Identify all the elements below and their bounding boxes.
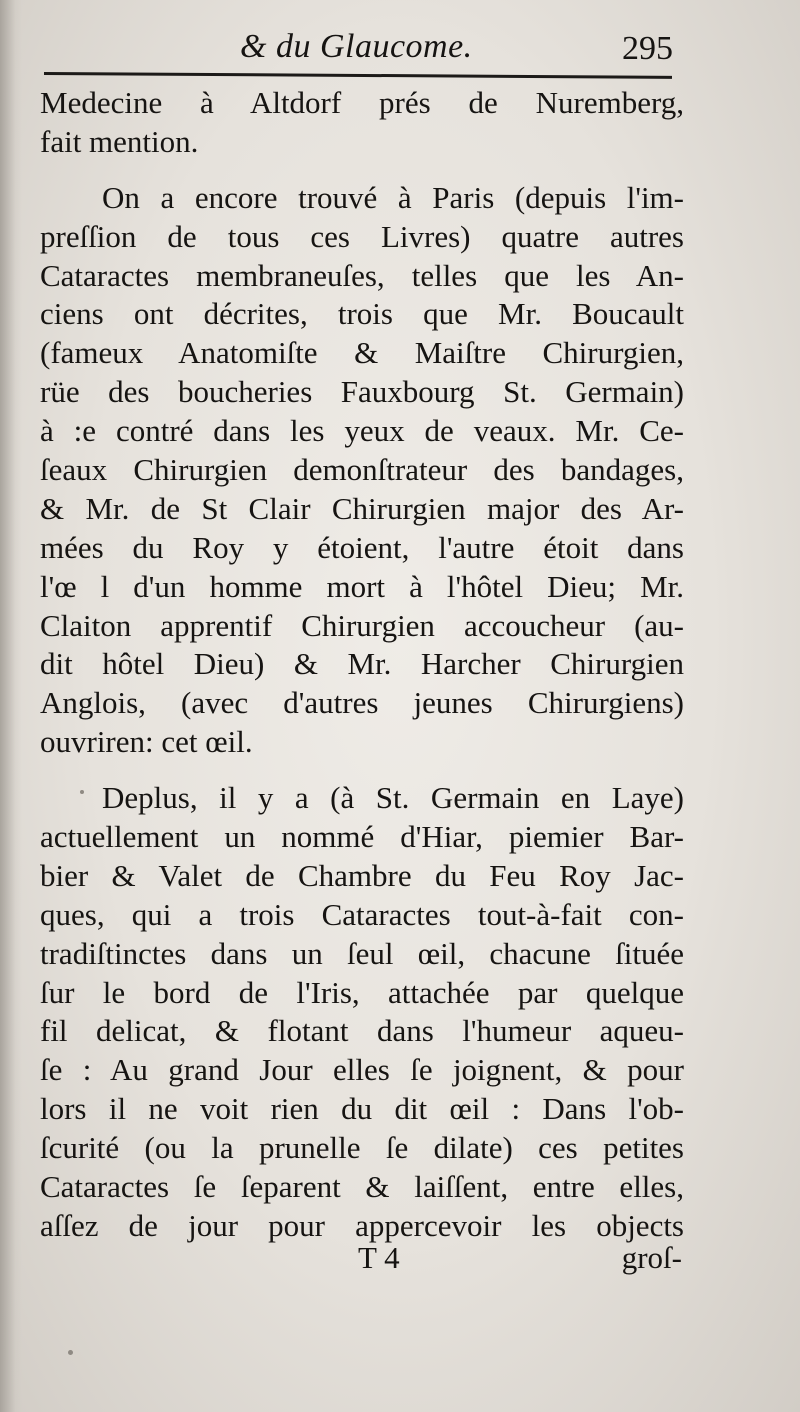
text-line: Cataractes ſe ſeparent & laiſſent, entre elles, <box>40 1169 684 1205</box>
paper-speck <box>68 1350 73 1355</box>
text-line: rüe des boucheries Fauxbourg St. Germain) <box>40 374 684 410</box>
text-line: ouvriren: cet œil. <box>40 724 253 760</box>
paragraph <box>40 779 684 1246</box>
text-line: l'œ l d'un homme mort à l'hôtel Dieu; Mr. <box>40 568 684 604</box>
text-line: ſcurité (ou la prunelle ſe dilate) ces petites <box>40 1130 684 1166</box>
text-line: Deplus, il y a (à St. Germain en Laye) <box>102 780 684 816</box>
page-number: 295 <box>622 30 673 67</box>
text-line: dit hôtel Dieu) & Mr. Harcher Chirurgien <box>40 646 684 682</box>
paragraph-gap <box>40 162 684 179</box>
signature-mark: T 4 <box>358 1240 400 1275</box>
running-title: & du Glaucome. <box>240 28 473 65</box>
catchword: groſ- <box>621 1240 682 1275</box>
text-line: ciens ont décrites, trois que Mr. Boucault <box>40 296 684 332</box>
text-line: Medecine à Altdorf prés de Nuremberg, <box>40 85 684 120</box>
text-line: tradiſtinctes dans un ſeul œil, chacune ſituée <box>40 935 684 971</box>
paragraph-gap <box>40 762 684 779</box>
body-text <box>40 84 684 1246</box>
text-line: & Mr. de St Clair Chirurgien major des Ar- <box>40 490 684 526</box>
catchline <box>40 1240 684 1280</box>
text-line: mées du Roy y étoient, l'autre étoit dans <box>40 529 684 565</box>
text-line: Cataractes membraneuſes, telles que les An- <box>40 257 684 293</box>
text-line: On a encore trouvé à Paris (depuis l'im- <box>102 179 684 215</box>
text-line: aſſez de jour pour appercevoir les objects <box>40 1207 684 1243</box>
text-line: ques, qui a trois Cataractes tout-à-fait con- <box>40 896 684 932</box>
text-line: à :e contré dans les yeux de veaux. Mr. Ce- <box>40 413 684 449</box>
text-line: actuellement un nommé d'Hiar, piemier Bar- <box>40 819 684 855</box>
text-line: bier & Valet de Chambre du Feu Roy Jac- <box>40 857 684 893</box>
running-head <box>44 22 684 72</box>
text-line: ſe : Au grand Jour elles ſe joignent, & pour <box>40 1052 684 1088</box>
gutter-shadow <box>0 0 22 1412</box>
paper-speck <box>80 790 84 794</box>
header-rule <box>44 72 672 79</box>
text-line: Claiton apprentif Chirurgien accoucheur (au- <box>40 607 684 643</box>
text-line: fait mention. <box>40 123 199 159</box>
text-line: lors il ne voit rien du dit œil : Dans l'ob- <box>40 1091 684 1127</box>
paragraph <box>40 84 684 162</box>
text-line: preſſion de tous ces Livres) quatre autres <box>40 218 684 254</box>
text-line: ſur le bord de l'Iris, attachée par quelque <box>40 974 684 1010</box>
paragraph <box>40 179 684 762</box>
text-line: Anglois, (avec d'autres jeunes Chirurgiens) <box>40 685 684 721</box>
text-line: ſeaux Chirurgien demonſtrateur des bandages, <box>40 452 684 488</box>
text-line: fil delicat, & flotant dans l'humeur aqueu- <box>40 1013 684 1049</box>
text-line: (fameux Anatomiſte & Maiſtre Chirurgien, <box>40 335 684 371</box>
